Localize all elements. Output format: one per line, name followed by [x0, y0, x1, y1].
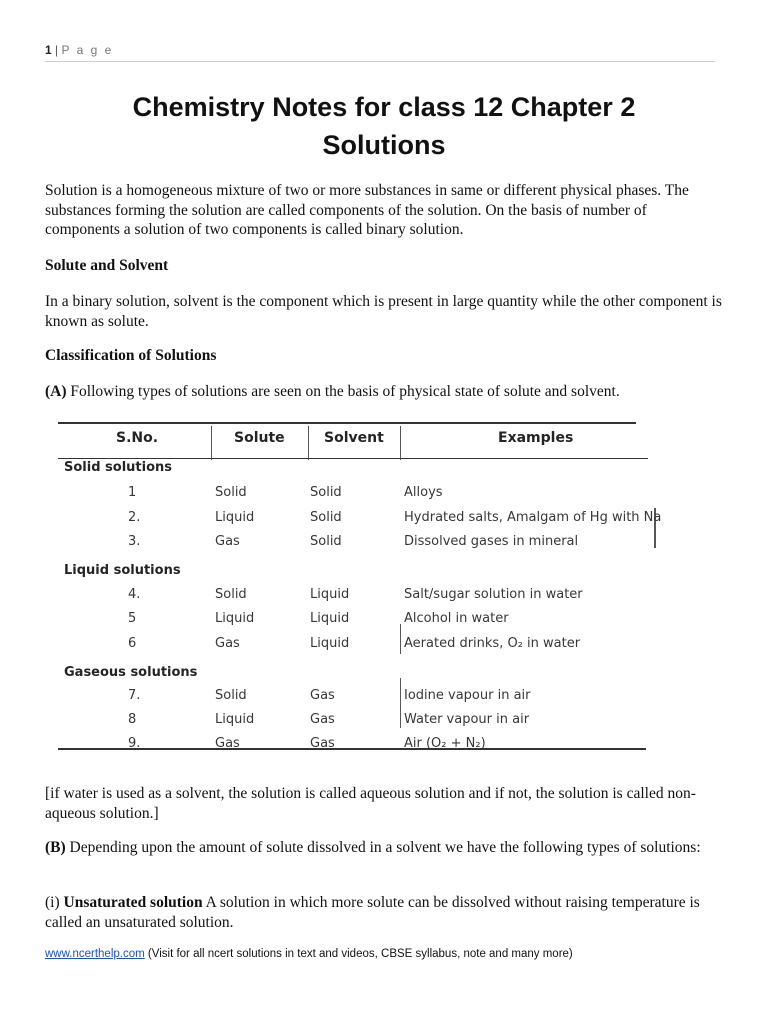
cell-solvent: Solid: [310, 485, 342, 500]
table-header-solute: Solute: [234, 430, 285, 446]
cell-solute: Liquid: [215, 712, 255, 727]
table-top-rule: [58, 422, 636, 424]
cell-sno: 4.: [128, 587, 141, 602]
cell-sno: 9.: [128, 736, 141, 751]
classification-a-paragraph: [45, 382, 725, 402]
cell-sno: 7.: [128, 688, 141, 703]
cell-solute: Gas: [215, 534, 240, 549]
group-gaseous-solutions: Gaseous solutions: [64, 665, 198, 680]
solute-solvent-heading: Solute and Solvent: [45, 257, 169, 274]
page-number: 1: [45, 43, 52, 57]
b-label: (B): [45, 839, 66, 856]
unsaturated-paragraph: [45, 893, 725, 932]
aqueous-note: [if water is used as a solvent, the solution is called aqueous solution and if not, the solution is called non-aqueous solution.]: [45, 785, 696, 822]
table-cell-mark: [400, 678, 401, 728]
cell-example: Iodine vapour in air: [404, 688, 531, 703]
cell-example: Water vapour in air: [404, 712, 530, 727]
table-header-solvent: Solvent: [324, 430, 384, 446]
a-text: Following types of solutions are seen on the basis of physical state of solute and solvent.: [66, 383, 620, 400]
table-cell-mark: [400, 624, 401, 654]
cell-solute: Solid: [215, 587, 247, 602]
page-footer: [45, 948, 573, 960]
solutions-table: [58, 418, 662, 768]
i-label: (i): [45, 894, 64, 911]
b-text: Depending upon the amount of solute dissolved in a solvent we have the following types of solutions:: [65, 839, 701, 856]
cell-example: Salt/sugar solution in water: [404, 587, 583, 602]
intro-paragraph: Solution is a homogeneous mixture of two or more substances in same or different physical phases. The substances forming the solution are called components of the solution. On the basis of number of components a solution of two components is called binary solution.: [45, 182, 689, 238]
cell-solvent: Gas: [310, 712, 335, 727]
classification-b-paragraph: [45, 838, 725, 858]
cell-sno: 6: [128, 636, 137, 651]
title-line-2: Solutions: [322, 130, 446, 160]
cell-solvent: Gas: [310, 688, 335, 703]
cell-example: Air (O₂ + N₂): [404, 736, 486, 751]
cell-example: Aerated drinks, O₂ in water: [404, 636, 581, 651]
cell-sno: 3.: [128, 534, 141, 549]
cell-example: Dissolved gases in mineral: [404, 534, 579, 549]
group-solid-solutions: Solid solutions: [64, 460, 173, 475]
cell-sno: 2.: [128, 510, 141, 525]
cell-solute: Liquid: [215, 611, 255, 626]
page-word: P a g e: [61, 43, 114, 57]
table-col-divider: [308, 426, 309, 460]
table-bottom-rule: [58, 748, 646, 750]
footer-note: (Visit for all ncert solutions in text and videos, CBSE syllabus, note and many more): [144, 948, 573, 960]
page-header: [45, 43, 715, 62]
cell-solvent: Solid: [310, 510, 342, 525]
table-header-rule: [58, 458, 648, 459]
cell-solvent: Solid: [310, 534, 342, 549]
cell-example: Alcohol in water: [404, 611, 509, 626]
unsaturated-term: Unsaturated solution: [63, 894, 203, 911]
page-separator: |: [51, 43, 62, 57]
cell-solvent: Liquid: [310, 611, 350, 626]
cell-solute: Solid: [215, 485, 247, 500]
cell-solute: Liquid: [215, 510, 255, 525]
unsaturated-text: A solution in which more solute can be dissolved without raising temperature is called an unsaturated solution.: [45, 894, 700, 931]
cell-sno: 1: [128, 485, 137, 500]
cell-solute: Solid: [215, 688, 247, 703]
cell-sno: 8: [128, 712, 137, 727]
cell-solute: Gas: [215, 736, 240, 751]
page-title: [0, 88, 768, 164]
cell-solvent: Liquid: [310, 636, 350, 651]
solute-solvent-paragraph: In a binary solution, solvent is the component which is present in large quantity while the other component is known as solute.: [45, 293, 722, 330]
cell-solute: Gas: [215, 636, 240, 651]
group-liquid-solutions: Liquid solutions: [64, 563, 181, 578]
table-col-divider: [211, 426, 212, 460]
table-header-sno: S.No.: [116, 430, 159, 446]
table-header-examples: Examples: [498, 430, 574, 446]
footer-link[interactable]: www.ncerthelp.com: [45, 948, 145, 960]
a-label: (A): [45, 383, 67, 400]
title-line-1: Chemistry Notes for class 12 Chapter 2: [132, 92, 636, 122]
cell-solvent: Gas: [310, 736, 335, 751]
cell-solvent: Liquid: [310, 587, 350, 602]
classification-heading: Classification of Solutions: [45, 347, 217, 364]
cell-sno: 5: [128, 611, 137, 626]
cell-example: Hydrated salts, Amalgam of Hg with Na: [404, 510, 662, 525]
cell-example: Alloys: [404, 485, 443, 500]
table-col-divider: [400, 426, 401, 460]
